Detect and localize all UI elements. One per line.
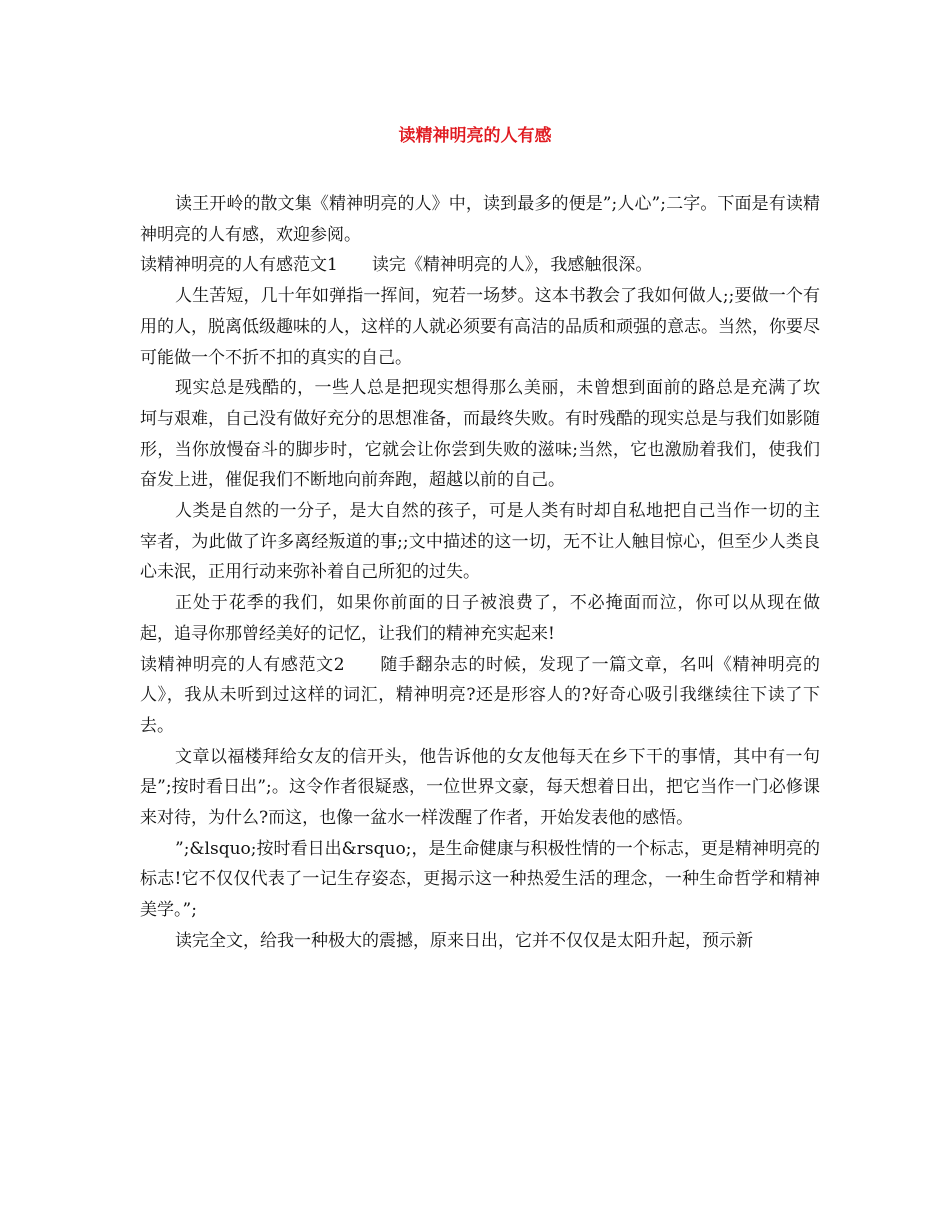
paragraph-sample-1-heading: 读精神明亮的人有感范文1 读完《精神明亮的人》，我感触很深。 xyxy=(140,255,653,276)
paragraph-sample-2-heading: 读精神明亮的人有感范文2 随手翻杂志的时候，发现了一篇文章，名叫《精神明亮的人》，我从未听到过这样的词汇，精神明亮?还是形容人的?好奇心吸引我继续往下读了下去。 xyxy=(140,654,820,736)
paragraph-quote: ”;&lsquo;按时看日出&rsquo;，是生命健康与积极性情的一个标志，更是精神明亮的标志!它不仅仅代表了一记生存姿态，更揭示这一种热爱生活的理念，一种生命哲学和精神美学。”; xyxy=(140,838,820,921)
paragraph: 现实总是残酷的，一些人总是把现实想得那么美丽，未曾想到面前的路总是充满了坎坷与艰难，自己没有做好充分的思想准备，而最终失败。有时残酷的现实总是与我们如影随形，当你放慢奋斗的脚步时，它就会让你尝到失败的滋味;当然，它也激励着我们，使我们奋发上进，催促我们不断地向前奔跑，超越以前的自己。 xyxy=(140,378,820,491)
document-title: 读精神明亮的人有感 xyxy=(398,126,552,146)
paragraph: 正处于花季的我们，如果你前面的日子被浪费了，不必掩面而泣，你可以从现在做起，追寻你那曾经美好的记忆，让我们的精神充实起来! xyxy=(140,593,820,644)
paragraph: 人类是自然的一分子，是大自然的孩子，可是人类有时却自私地把自己当作一切的主宰者，为此做了许多离经叛道的事;;文中描述的这一切，无不让人触目惊心，但至少人类良心未泯，正用行动来弥补着自己所犯的过失。 xyxy=(140,501,820,583)
paragraph: 文章以福楼拜给女友的信开头，他告诉他的女友他每天在乡下干的事情，其中有一句是”;按时看日出”;。这令作者很疑惑，一位世界文豪，每天想着日出，把它当作一门必修课来对待，为什么?而这，也像一盆水一样泼醒了作者，开始发表他的感悟。 xyxy=(140,746,820,829)
paragraph-intro: 读王开岭的散文集《精神明亮的人》中，读到最多的便是”;人心”;二字。下面是有读精神明亮的人有感，欢迎参阅。 xyxy=(140,194,820,245)
document-body xyxy=(140,189,820,957)
paragraph: 人生苦短，几十年如弹指一挥间，宛若一场梦。这本书教会了我如何做人;;要做一个有用的人，脱离低级趣味的人，这样的人就必须要有高洁的品质和顽强的意志。当然，你要尽可能做一个不折不扣的真实的自己。 xyxy=(140,286,820,368)
paragraph: 读完全文，给我一种极大的震撼，原来日出，它并不仅仅是太阳升起，预示新 xyxy=(175,930,753,951)
